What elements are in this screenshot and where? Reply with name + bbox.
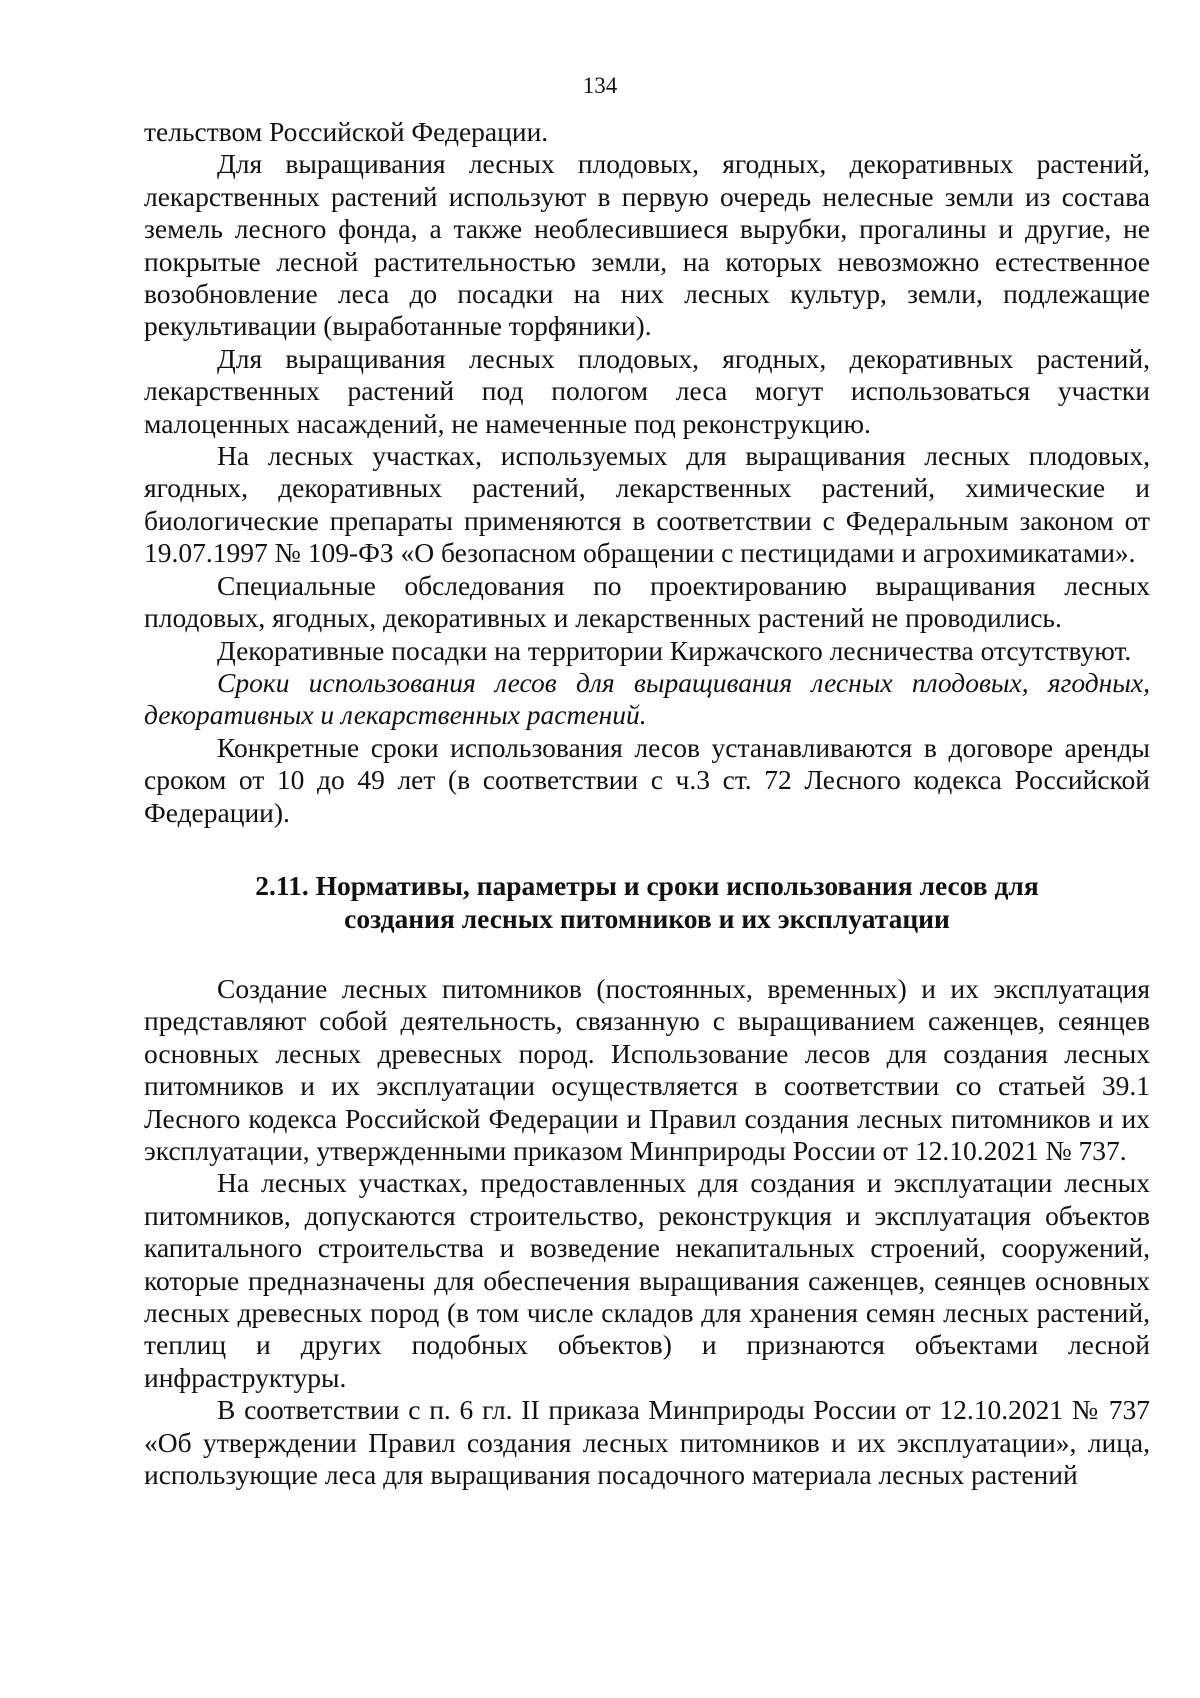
paragraph: Создание лесных питомников (постоянных, временных) и их эксплуатация представляют собой деятельность, связанную с выращиванием саженцев, сеянцев основных лесных древесных пород. Использование лесов для создания лесных питомников и их эксплуатации осуществляется в соответствии со статьей 39.1 Лесного кодекса Российской Федерации и Правил создания лесных питомников и их эксплуатации, утвержденными приказом Минприроды России от 12.10.2021 № 737. [144, 972, 1150, 1166]
paragraph: Конкретные сроки использования лесов устанавливаются в договоре аренды сроком от 10 до 49 лет (в соответствии с ч.3 ст. 72 Лесного кодекса Российской Федерации). [144, 731, 1150, 828]
paragraph: Для выращивания лесных плодовых, ягодных, декоративных растений, лекарственных растений под пологом леса могут использоваться участки малоценных насаждений, не намеченные под реконструкцию. [144, 342, 1150, 439]
paragraph: Специальные обследования по проектированию выращивания лесных плодовых, ягодных, декоративных и лекарственных растений не проводились. [144, 569, 1150, 634]
paragraph: В соответствии с п. 6 гл. II приказа Минприроды России от 12.10.2021 № 737 «Об утверждении Правил создания лесных питомников и их эксплуатации», лица, использующие леса для выращивания посадочного материала лесных растений [144, 1394, 1150, 1491]
page-number: 134 [582, 73, 618, 98]
paragraph: На лесных участках, используемых для выращивания лесных плодовых, ягодных, декоративных растений, лекарственных растений, химические и биологические препараты применяются в соответствии с Федеральным законом от 19.07.1997 № 109-ФЗ «О безопасном обращении с пестицидами и агрохимикатами». [144, 440, 1150, 569]
paragraph: Для выращивания лесных плодовых, ягодных, декоративных растений, лекарственных растений используют в первую очередь нелесные земли из состава земель лесного фонда, а также необлесившиеся вырубки, прогалины и другие, не покрытые лесной растительностью земли, на которых невозможно естественное возобновление леса до посадки на них лесных культур, земли, подлежащие рекультивации (выработанные торфяники). [144, 148, 1150, 342]
paragraph: тельством Российской Федерации. [144, 116, 549, 147]
paragraph: На лесных участках, предоставленных для создания и эксплуатации лесных питомников, допускаются строительство, реконструкция и эксплуатация объектов капитального строительства и возведение некапитальных строений, сооружений, которые предназначены для обеспечения выращивания саженцев, сеянцев основных лесных древесных пород (в том числе складов для хранения семян лесных растений, теплиц и других подобных объектов) и признаются объектами лесной инфраструктуры. [144, 1167, 1150, 1393]
section-heading: 2.11. Нормативы, параметры и сроки использования лесов для создания лесных питомников и их эксплуатации [255, 869, 1039, 934]
paragraph: Сроки использования лесов для выращивания лесных плодовых, ягодных, декоративных и лекарственных растений. [144, 666, 1150, 731]
top-paragraphs [144, 116, 1150, 829]
page-content [144, 116, 1150, 1491]
bottom-paragraphs [144, 973, 1150, 1492]
paragraph: Декоративные посадки на территории Киржачского лесничества отсутствуют. [217, 634, 1132, 666]
